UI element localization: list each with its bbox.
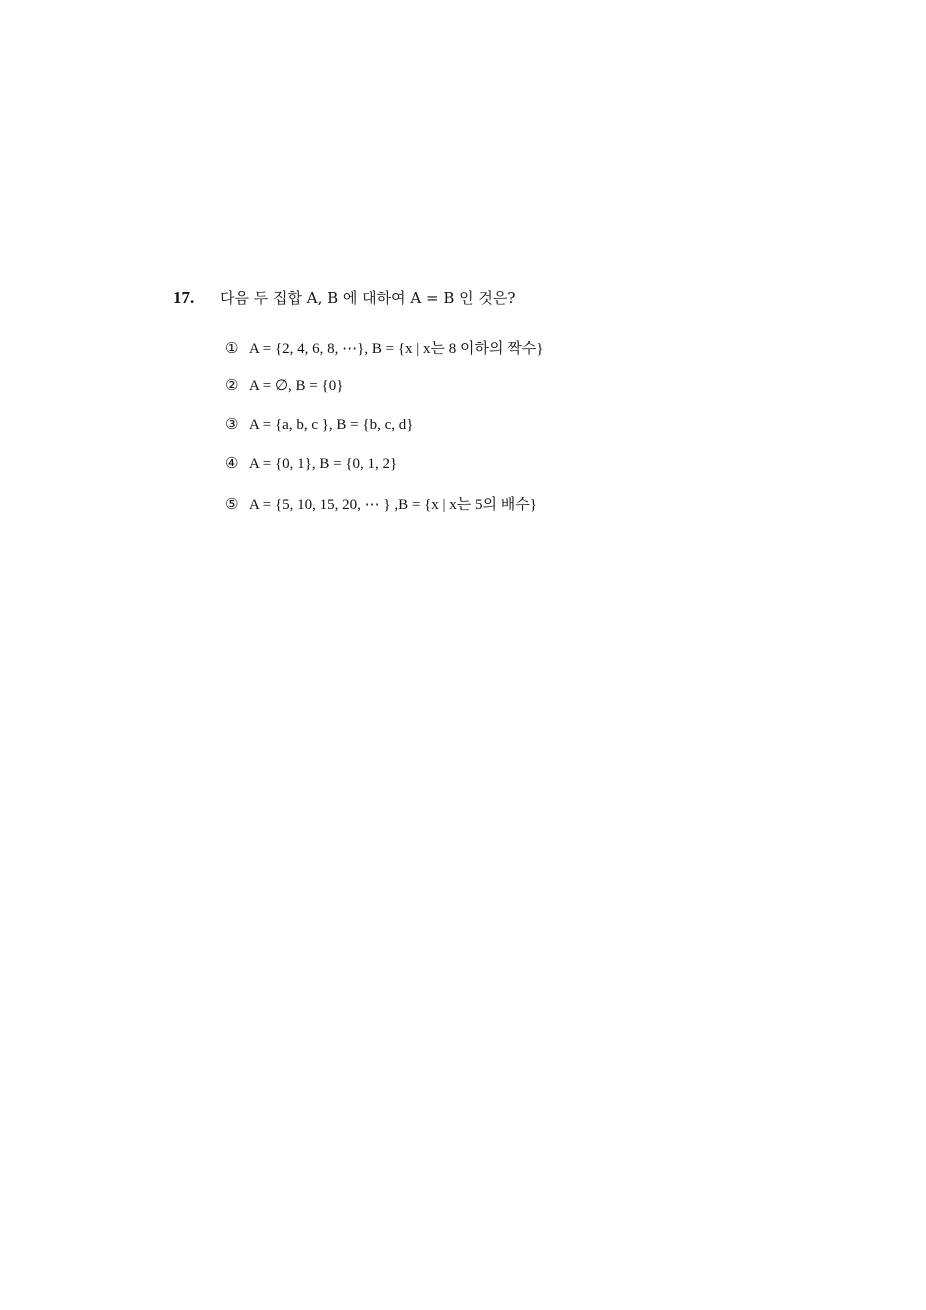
- choice-2[interactable]: [225, 376, 543, 415]
- question-number: 17.: [173, 288, 195, 307]
- choice-marker: ③: [225, 415, 239, 433]
- choice-text: A = {5, 10, 15, 20, ⋯ } ,B = {x | x는 5의 배수}: [249, 497, 537, 513]
- choice-marker: ④: [225, 454, 239, 472]
- choice-text: A = {a, b, c }, B = {b, c, d}: [249, 417, 414, 433]
- choice-text: A = {2, 4, 6, 8, ⋯}, B = {x | x는 8 이하의 짝수}: [249, 341, 544, 357]
- question-17: [173, 287, 773, 513]
- choice-marker: ②: [225, 376, 239, 394]
- choice-4[interactable]: [225, 454, 543, 493]
- question-text: 다음 두 집합 A, B 에 대하여 A = B 인 것은?: [220, 289, 516, 307]
- choice-text: A = ∅, B = {0}: [249, 378, 344, 394]
- choice-marker: ①: [225, 339, 239, 357]
- choice-1[interactable]: [225, 337, 543, 376]
- choice-list: [225, 337, 543, 532]
- choice-marker: ⑤: [225, 495, 239, 513]
- question-header: [173, 287, 773, 311]
- choice-3[interactable]: [225, 415, 543, 454]
- choice-text: A = {0, 1}, B = {0, 1, 2}: [249, 456, 398, 472]
- choice-5[interactable]: [225, 493, 543, 532]
